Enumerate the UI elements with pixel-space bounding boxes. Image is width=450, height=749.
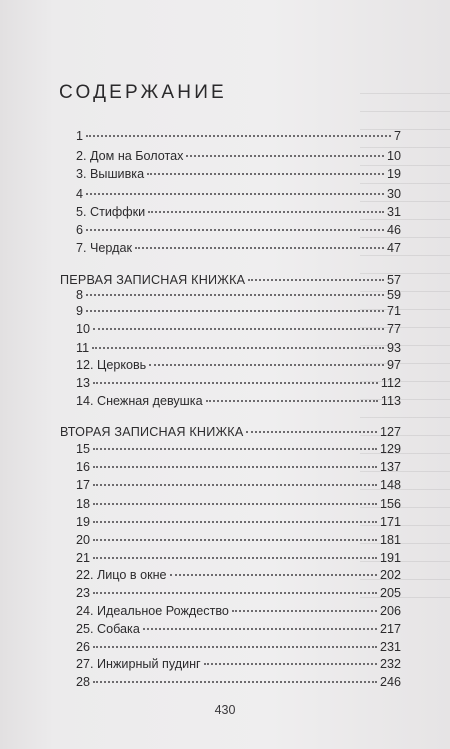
- toc-dot-leader: [93, 507, 377, 523]
- toc-chapter-row: [60, 236, 401, 254]
- toc-dot-leader: [93, 578, 377, 594]
- toc-dot-leader: [86, 121, 391, 137]
- toc-entry-page: 232: [379, 657, 401, 671]
- toc-entry-label: 23: [76, 586, 91, 600]
- toc-entry-page: 191: [379, 551, 401, 565]
- toc-entry-label: ПЕРВАЯ ЗАПИСНАЯ КНИЖКА: [60, 273, 246, 287]
- toc-chapter-row: [60, 389, 401, 407]
- toc-dot-leader: [93, 543, 377, 559]
- toc-entry-label: 28: [76, 675, 91, 689]
- toc-entry-label: 13: [76, 376, 91, 390]
- toc-entry-label: 10: [76, 322, 91, 336]
- toc-entry-label: 16: [76, 460, 91, 474]
- toc-entry-page: 59: [386, 288, 401, 302]
- toc-entry-page: 129: [379, 442, 401, 456]
- toc-entry-label: 26: [76, 640, 91, 654]
- toc-dot-leader: [232, 596, 377, 612]
- toc-entry-label: 18: [76, 497, 91, 511]
- toc-entry-label: 8: [76, 288, 84, 302]
- toc-dot-leader: [143, 614, 377, 630]
- toc-entry-page: 217: [379, 622, 401, 636]
- toc-entry-page: 31: [386, 205, 401, 219]
- toc-dot-leader: [186, 141, 384, 157]
- toc-dot-leader: [93, 489, 377, 505]
- toc-dot-leader: [92, 333, 384, 349]
- toc-entry-label: 5. Стиффки: [76, 205, 146, 219]
- toc-dot-leader: [86, 296, 384, 312]
- toc-chapter-row: [60, 124, 401, 142]
- toc-dot-leader: [93, 434, 377, 450]
- toc-dot-leader: [86, 179, 384, 195]
- toc-entry-label: 3. Вышивка: [76, 167, 145, 181]
- toc-entry-page: 93: [386, 341, 401, 355]
- toc-entry-label: 20: [76, 533, 91, 547]
- toc-entry-page: 171: [379, 515, 401, 529]
- toc-entry-page: 10: [386, 149, 401, 163]
- toc-entry-page: 57: [386, 273, 401, 287]
- toc-dot-leader: [93, 632, 377, 648]
- toc-entry-page: 30: [386, 187, 401, 201]
- toc-entry-label: 21: [76, 551, 91, 565]
- toc-entry-page: 77: [386, 322, 401, 336]
- toc-chapter-row: [60, 670, 401, 688]
- toc-dot-leader: [147, 159, 384, 175]
- toc-chapter-row: [60, 162, 401, 180]
- toc-dot-leader: [246, 417, 377, 433]
- toc-dot-leader: [148, 197, 384, 213]
- toc-entry-page: 246: [379, 675, 401, 689]
- toc-entry-page: 156: [379, 497, 401, 511]
- toc-entry-page: 46: [386, 223, 401, 237]
- toc-entry-label: 12. Церковь: [76, 358, 147, 372]
- toc-entry-page: 97: [386, 358, 401, 372]
- toc-entry-page: 127: [379, 425, 401, 439]
- toc-dot-leader: [248, 265, 384, 281]
- toc-entry-label: 22. Лицо в окне: [76, 568, 167, 582]
- toc-entry-page: 137: [379, 460, 401, 474]
- toc-entry-label: 1: [76, 129, 84, 143]
- toc-entry-label: 27. Инжирный пудинг: [76, 657, 201, 671]
- toc-entry-label: 11: [76, 341, 90, 355]
- toc-entry-page: 19: [386, 167, 401, 181]
- toc-entry-label: 24. Идеальное Рождество: [76, 604, 229, 618]
- toc-entry-label: 4: [76, 187, 84, 201]
- toc-dot-leader: [93, 470, 377, 486]
- toc-dot-leader: [93, 452, 377, 468]
- toc-entry-page: 7: [393, 129, 401, 143]
- toc-entry-page: 206: [379, 604, 401, 618]
- toc-dot-leader: [86, 215, 384, 231]
- toc-entry-label: 17: [76, 478, 91, 492]
- toc-entry-page: 202: [379, 568, 401, 582]
- toc-entry-page: 205: [379, 586, 401, 600]
- toc-entry-label: 7. Чердак: [76, 241, 132, 255]
- toc-entry-page: 181: [379, 533, 401, 547]
- toc-dot-leader: [86, 280, 384, 296]
- toc-dot-leader: [93, 525, 377, 541]
- toc-dot-leader: [93, 368, 378, 384]
- toc-dot-leader: [204, 649, 377, 665]
- toc-dot-leader: [93, 667, 377, 683]
- toc-entry-label: 14. Снежная девушка: [76, 394, 203, 408]
- toc-entry-page: 112: [380, 376, 401, 390]
- toc-dot-leader: [93, 314, 384, 330]
- page-number: 430: [214, 703, 236, 717]
- toc-dot-leader: [135, 233, 384, 249]
- toc-entry-page: 148: [379, 478, 401, 492]
- toc-dot-leader: [149, 350, 384, 366]
- toc-entry-label: 2. Дом на Болотах: [76, 149, 184, 163]
- toc-entry-label: 6: [76, 223, 84, 237]
- toc-entry-label: 15: [76, 442, 91, 456]
- toc-dot-leader: [206, 386, 378, 402]
- toc-entry-label: 25. Собака: [76, 622, 140, 636]
- toc-entry-page: 71: [386, 304, 401, 318]
- toc-entry-page: 113: [380, 394, 401, 408]
- toc-entry-page: 231: [379, 640, 401, 654]
- toc-entry-page: 47: [386, 241, 401, 255]
- toc-entry-label: 9: [76, 304, 84, 318]
- toc-entry-label: 19: [76, 515, 91, 529]
- toc-entry-label: ВТОРАЯ ЗАПИСНАЯ КНИЖКА: [60, 425, 244, 439]
- toc-dot-leader: [170, 560, 377, 576]
- toc-title: СОДЕРЖАНИЕ: [59, 82, 227, 103]
